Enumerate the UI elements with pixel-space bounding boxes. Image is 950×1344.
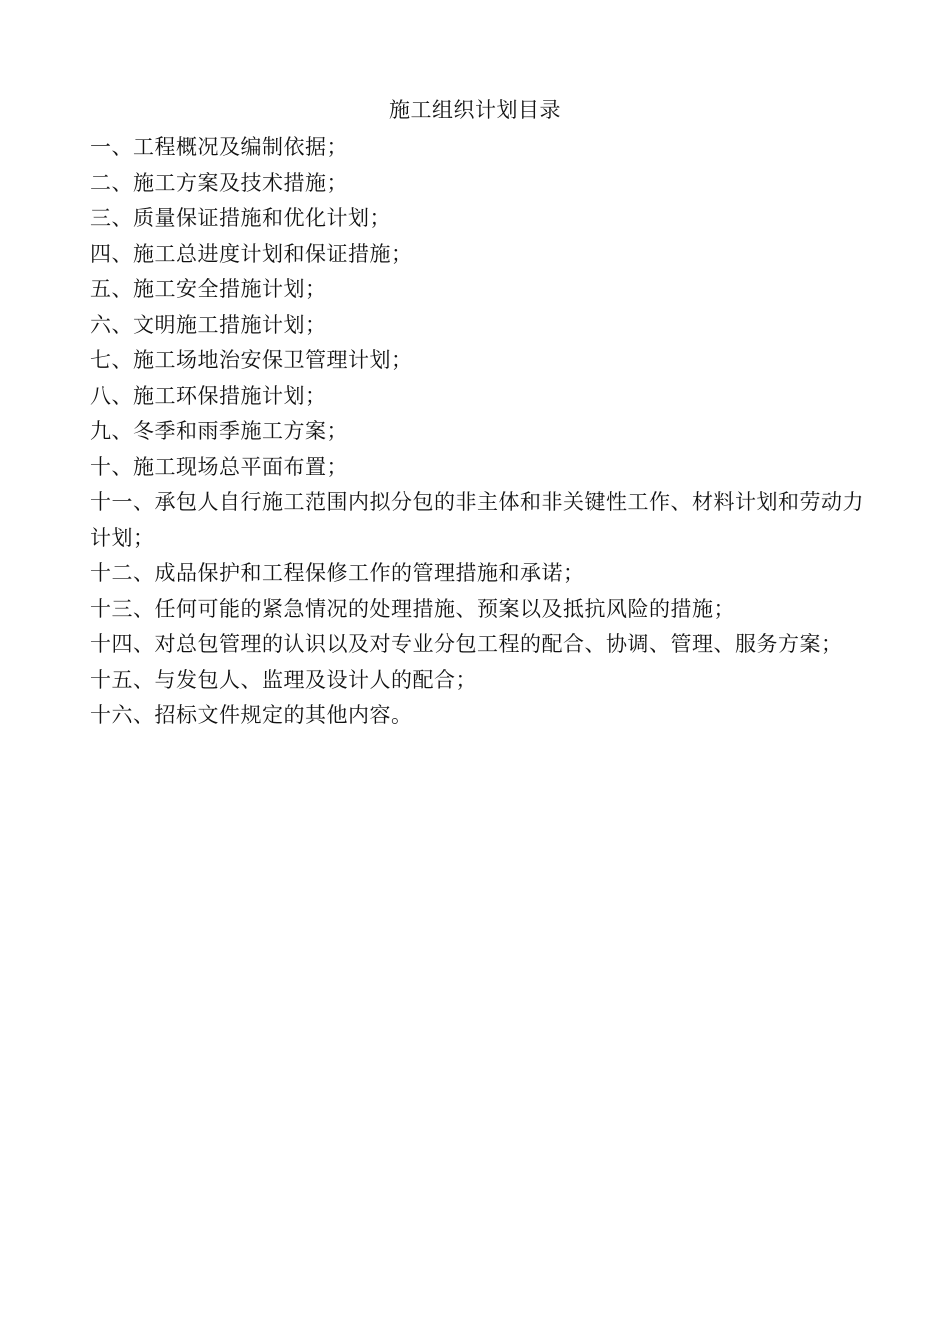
toc-item-15: 十五、与发包人、监理及设计人的配合； [90,667,477,692]
toc-item-16: 十六、招标文件规定的其他内容。 [90,703,413,727]
toc-item-9: 九、冬季和雨季施工方案； [90,419,348,443]
toc-item-7: 七、施工场地治安保卫管理计划； [90,348,413,372]
toc-item-14: 十四、对总包管理的认识以及对专业分包工程的配合、协调、管理、服务方案； [90,632,843,656]
toc-item-8: 八、施工环保措施计划； [90,383,327,408]
toc-item-6: 六、文明施工措施计划； [90,312,327,337]
toc-item-11: 十一、承包人自行施工范围内拟分包的非主体和非关键性工作、材料计划和劳动力计划； [90,490,864,550]
toc-item-10: 十、施工现场总平面布置； [90,454,348,479]
toc-item-1: 一、工程概况及编制依据； [90,135,348,159]
toc-item-2: 二、施工方案及技术措施； [90,170,348,195]
toc-item-5: 五、施工安全措施计划； [90,277,327,301]
page-title: 施工组织计划目录 [389,98,561,122]
table-of-contents [90,130,865,734]
toc-item-13: 十三、任何可能的紧急情况的处理措施、预案以及抵抗风险的措施； [90,596,735,621]
toc-item-12: 十二、成品保护和工程保修工作的管理措施和承诺； [90,561,585,585]
toc-item-3: 三、质量保证措施和优化计划； [90,206,391,230]
toc-item-4: 四、施工总进度计划和保证措施； [90,241,413,266]
